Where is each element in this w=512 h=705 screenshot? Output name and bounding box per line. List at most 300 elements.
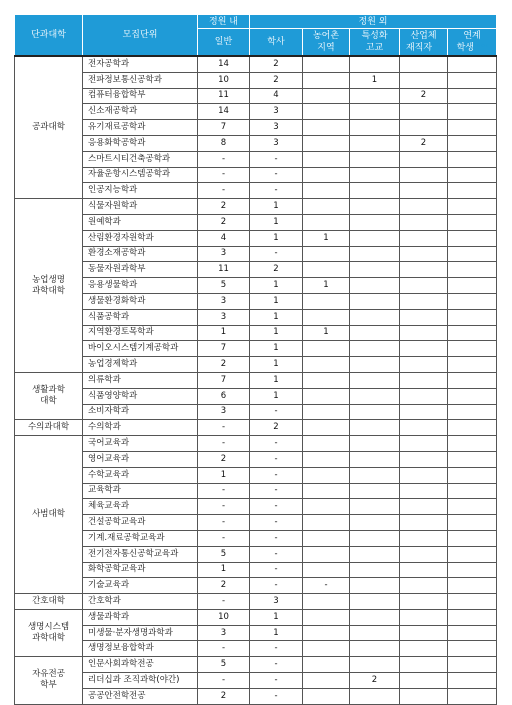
bachelor-cell: -: [250, 451, 303, 467]
linked-cell: [448, 404, 497, 420]
general-cell: 2: [198, 199, 250, 215]
table-row: [15, 594, 497, 610]
unit-cell: 식품공학과: [83, 309, 198, 325]
employed-cell: [400, 214, 448, 230]
header-special-text: 특성화 고교: [361, 31, 388, 53]
general-cell: 7: [198, 372, 250, 388]
linked-cell: [448, 436, 497, 452]
unit-cell: 영어교육과: [83, 451, 198, 467]
rural-cell: [303, 120, 350, 136]
bachelor-cell: 3: [250, 120, 303, 136]
bachelor-cell: 1: [250, 325, 303, 341]
unit-cell: 동물자원과학부: [83, 262, 198, 278]
rural-cell: [303, 309, 350, 325]
linked-cell: [448, 278, 497, 294]
rural-cell: [303, 641, 350, 657]
general-cell: -: [198, 641, 250, 657]
general-cell: 3: [198, 309, 250, 325]
college-cell: 생활과학 대학: [15, 372, 83, 419]
special-cell: [350, 467, 400, 483]
unit-cell: 수의학과: [83, 420, 198, 436]
employed-cell: [400, 199, 448, 215]
unit-cell: 공공안전학전공: [83, 688, 198, 704]
rural-cell: [303, 609, 350, 625]
bachelor-cell: 1: [250, 214, 303, 230]
special-cell: [350, 451, 400, 467]
unit-cell: 식품영양학과: [83, 388, 198, 404]
header-quota-in: 정원 내: [198, 15, 250, 29]
header-special: [350, 29, 400, 57]
rural-cell: [303, 262, 350, 278]
linked-cell: [448, 467, 497, 483]
bachelor-cell: -: [250, 467, 303, 483]
general-cell: 3: [198, 246, 250, 262]
linked-cell: [448, 357, 497, 373]
special-cell: [350, 120, 400, 136]
linked-cell: [448, 515, 497, 531]
unit-cell: 수학교육과: [83, 467, 198, 483]
general-cell: 14: [198, 104, 250, 120]
bachelor-cell: -: [250, 562, 303, 578]
general-cell: 5: [198, 657, 250, 673]
college-cell: 생명시스템 과학대학: [15, 609, 83, 656]
bachelor-cell: -: [250, 578, 303, 594]
college-cell: 사범대학: [15, 436, 83, 594]
special-cell: [350, 88, 400, 104]
general-cell: -: [198, 151, 250, 167]
employed-cell: 2: [400, 135, 448, 151]
employed-cell: [400, 72, 448, 88]
unit-cell: 전자공학과: [83, 56, 198, 72]
table-row: [15, 262, 497, 278]
table-row: [15, 436, 497, 452]
general-cell: -: [198, 499, 250, 515]
special-cell: [350, 341, 400, 357]
bachelor-cell: -: [250, 183, 303, 199]
special-cell: [350, 388, 400, 404]
header-rural-text: 농어촌 지역: [312, 31, 340, 53]
college-cell: 공과대학: [15, 56, 83, 199]
bachelor-cell: -: [250, 641, 303, 657]
employed-cell: 2: [400, 88, 448, 104]
bachelor-cell: -: [250, 546, 303, 562]
bachelor-cell: 1: [250, 199, 303, 215]
unit-cell: 리더십과 조직과학(야간): [83, 673, 198, 689]
general-cell: -: [198, 483, 250, 499]
linked-cell: [448, 135, 497, 151]
table-row: [15, 72, 497, 88]
bachelor-cell: 1: [250, 278, 303, 294]
college-cell: 농업생명 과학대학: [15, 199, 83, 373]
unit-cell: 미생물·분자생명과학과: [83, 625, 198, 641]
rural-cell: [303, 625, 350, 641]
general-cell: 5: [198, 546, 250, 562]
unit-cell: 바이오시스템기계공학과: [83, 341, 198, 357]
employed-cell: [400, 451, 448, 467]
table-row: [15, 246, 497, 262]
rural-cell: [303, 357, 350, 373]
employed-cell: [400, 120, 448, 136]
rural-cell: [303, 341, 350, 357]
unit-cell: 소비자학과: [83, 404, 198, 420]
table-row: [15, 104, 497, 120]
special-cell: [350, 515, 400, 531]
employed-cell: [400, 625, 448, 641]
linked-cell: [448, 56, 497, 72]
linked-cell: [448, 372, 497, 388]
employed-cell: [400, 388, 448, 404]
rural-cell: [303, 183, 350, 199]
bachelor-cell: 2: [250, 56, 303, 72]
linked-cell: [448, 72, 497, 88]
general-cell: 1: [198, 467, 250, 483]
unit-cell: 신소재공학과: [83, 104, 198, 120]
bachelor-cell: 2: [250, 262, 303, 278]
unit-cell: 생물과학과: [83, 609, 198, 625]
rural-cell: [303, 72, 350, 88]
employed-cell: [400, 309, 448, 325]
header-rural: [303, 29, 350, 57]
rural-cell: [303, 657, 350, 673]
rural-cell: [303, 214, 350, 230]
table-row: [15, 372, 497, 388]
unit-cell: 농업경제학과: [83, 357, 198, 373]
linked-cell: [448, 246, 497, 262]
table-row: [15, 230, 497, 246]
special-cell: [350, 530, 400, 546]
linked-cell: [448, 499, 497, 515]
employed-cell: [400, 530, 448, 546]
employed-cell: [400, 657, 448, 673]
bachelor-cell: 1: [250, 341, 303, 357]
employed-cell: [400, 293, 448, 309]
employed-cell: [400, 515, 448, 531]
college-cell: 자유전공 학부: [15, 657, 83, 704]
table-row: [15, 214, 497, 230]
linked-cell: [448, 293, 497, 309]
unit-cell: 건설공학교육과: [83, 515, 198, 531]
general-cell: -: [198, 530, 250, 546]
bachelor-cell: -: [250, 151, 303, 167]
general-cell: 2: [198, 214, 250, 230]
special-cell: [350, 199, 400, 215]
unit-cell: 환경소재공학과: [83, 246, 198, 262]
employed-cell: [400, 278, 448, 294]
bachelor-cell: -: [250, 688, 303, 704]
bachelor-cell: 1: [250, 357, 303, 373]
unit-cell: 기계.재료공학교육과: [83, 530, 198, 546]
employed-cell: [400, 641, 448, 657]
special-cell: 2: [350, 673, 400, 689]
general-cell: 14: [198, 56, 250, 72]
bachelor-cell: -: [250, 515, 303, 531]
employed-cell: [400, 183, 448, 199]
bachelor-cell: 3: [250, 135, 303, 151]
employed-cell: [400, 594, 448, 610]
general-cell: 3: [198, 625, 250, 641]
unit-cell: 원예학과: [83, 214, 198, 230]
linked-cell: [448, 420, 497, 436]
special-cell: [350, 657, 400, 673]
employed-cell: [400, 562, 448, 578]
special-cell: [350, 135, 400, 151]
table-row: [15, 357, 497, 373]
rural-cell: 1: [303, 325, 350, 341]
special-cell: [350, 499, 400, 515]
unit-cell: 의류학과: [83, 372, 198, 388]
special-cell: [350, 436, 400, 452]
employed-cell: [400, 56, 448, 72]
unit-cell: 교육학과: [83, 483, 198, 499]
table-row: [15, 199, 497, 215]
header-bachelor: 학사: [250, 29, 303, 57]
table-row: [15, 420, 497, 436]
table-row: [15, 483, 497, 499]
unit-cell: 컴퓨터융합학부: [83, 88, 198, 104]
table-row: [15, 451, 497, 467]
header-unit: 모집단위: [83, 15, 198, 56]
table-row: [15, 293, 497, 309]
header-college: 단과대학: [15, 15, 83, 56]
employed-cell: [400, 151, 448, 167]
linked-cell: [448, 88, 497, 104]
table-row: [15, 625, 497, 641]
special-cell: [350, 594, 400, 610]
unit-cell: 전파정보통신공학과: [83, 72, 198, 88]
linked-cell: [448, 594, 497, 610]
linked-cell: [448, 151, 497, 167]
general-cell: -: [198, 420, 250, 436]
rural-cell: [303, 372, 350, 388]
unit-cell: 간호학과: [83, 594, 198, 610]
special-cell: [350, 167, 400, 183]
linked-cell: [448, 625, 497, 641]
header-linked-mark: ***: [473, 43, 488, 53]
rural-cell: 1: [303, 278, 350, 294]
linked-cell: [448, 562, 497, 578]
linked-cell: [448, 325, 497, 341]
rural-cell: [303, 594, 350, 610]
special-cell: [350, 104, 400, 120]
rural-cell: [303, 56, 350, 72]
unit-cell: 인문사회과학전공: [83, 657, 198, 673]
special-cell: [350, 325, 400, 341]
employed-cell: [400, 673, 448, 689]
table-row: [15, 183, 497, 199]
unit-cell: 스마트시티건축공학과: [83, 151, 198, 167]
bachelor-cell: 1: [250, 372, 303, 388]
rural-cell: [303, 562, 350, 578]
admission-quota-table: [14, 15, 497, 705]
special-cell: [350, 625, 400, 641]
unit-cell: 생명정보융합학과: [83, 641, 198, 657]
employed-cell: [400, 262, 448, 278]
bachelor-cell: 2: [250, 420, 303, 436]
special-cell: [350, 404, 400, 420]
special-cell: 1: [350, 72, 400, 88]
header-general: 일반: [198, 29, 250, 57]
rural-cell: [303, 388, 350, 404]
header-employed-mark: **: [432, 43, 442, 53]
table-row: [15, 325, 497, 341]
table-row: [15, 515, 497, 531]
employed-cell: [400, 499, 448, 515]
table-row: [15, 467, 497, 483]
linked-cell: [448, 230, 497, 246]
rural-cell: 1: [303, 230, 350, 246]
special-cell: [350, 278, 400, 294]
table-header: [15, 15, 497, 56]
bachelor-cell: 4: [250, 88, 303, 104]
table-row: [15, 499, 497, 515]
general-cell: 4: [198, 230, 250, 246]
table-row: [15, 657, 497, 673]
special-cell: [350, 546, 400, 562]
general-cell: 2: [198, 451, 250, 467]
employed-cell: [400, 467, 448, 483]
general-cell: 3: [198, 404, 250, 420]
bachelor-cell: 1: [250, 309, 303, 325]
general-cell: 10: [198, 609, 250, 625]
unit-cell: 기술교육과: [83, 578, 198, 594]
general-cell: 8: [198, 135, 250, 151]
general-cell: 1: [198, 325, 250, 341]
employed-cell: [400, 578, 448, 594]
bachelor-cell: 2: [250, 72, 303, 88]
rural-cell: -: [303, 578, 350, 594]
general-cell: -: [198, 167, 250, 183]
special-cell: [350, 183, 400, 199]
quota-table-wrapper: [14, 15, 497, 705]
header-quota-out: 정원 외: [250, 15, 497, 29]
table-row: [15, 578, 497, 594]
special-cell: [350, 357, 400, 373]
linked-cell: [448, 183, 497, 199]
rural-cell: [303, 451, 350, 467]
unit-cell: 식물자원학과: [83, 199, 198, 215]
rural-cell: [303, 135, 350, 151]
rural-cell: [303, 246, 350, 262]
general-cell: -: [198, 673, 250, 689]
special-cell: [350, 609, 400, 625]
general-cell: -: [198, 436, 250, 452]
special-cell: [350, 641, 400, 657]
unit-cell: 유기재료공학과: [83, 120, 198, 136]
employed-cell: [400, 420, 448, 436]
linked-cell: [448, 578, 497, 594]
unit-cell: 체육교육과: [83, 499, 198, 515]
employed-cell: [400, 357, 448, 373]
general-cell: 6: [198, 388, 250, 404]
rural-cell: [303, 546, 350, 562]
special-cell: [350, 483, 400, 499]
table-row: [15, 88, 497, 104]
rural-cell: [303, 151, 350, 167]
special-cell: [350, 214, 400, 230]
employed-cell: [400, 230, 448, 246]
rural-cell: [303, 673, 350, 689]
bachelor-cell: 1: [250, 388, 303, 404]
bachelor-cell: -: [250, 657, 303, 673]
general-cell: 11: [198, 262, 250, 278]
employed-cell: [400, 167, 448, 183]
table-row: [15, 673, 497, 689]
table-row: [15, 278, 497, 294]
table-row: [15, 309, 497, 325]
linked-cell: [448, 657, 497, 673]
linked-cell: [448, 104, 497, 120]
bachelor-cell: -: [250, 499, 303, 515]
table-row: [15, 546, 497, 562]
linked-cell: [448, 309, 497, 325]
unit-cell: 국어교육과: [83, 436, 198, 452]
table-row: [15, 562, 497, 578]
special-cell: [350, 578, 400, 594]
employed-cell: [400, 546, 448, 562]
linked-cell: [448, 388, 497, 404]
linked-cell: [448, 214, 497, 230]
header-linked: [448, 29, 497, 57]
bachelor-cell: 1: [250, 609, 303, 625]
employed-cell: [400, 246, 448, 262]
general-cell: 5: [198, 278, 250, 294]
unit-cell: 응용화학공학과: [83, 135, 198, 151]
general-cell: 2: [198, 578, 250, 594]
rural-cell: [303, 515, 350, 531]
employed-cell: [400, 404, 448, 420]
general-cell: -: [198, 594, 250, 610]
special-cell: [350, 309, 400, 325]
linked-cell: [448, 199, 497, 215]
bachelor-cell: -: [250, 436, 303, 452]
special-cell: [350, 151, 400, 167]
unit-cell: 전기전자통신공학교육과: [83, 546, 198, 562]
rural-cell: [303, 293, 350, 309]
unit-cell: 지역환경토목학과: [83, 325, 198, 341]
unit-cell: 자율운항시스템공학과: [83, 167, 198, 183]
table-row: [15, 56, 497, 72]
bachelor-cell: -: [250, 246, 303, 262]
linked-cell: [448, 641, 497, 657]
rural-cell: [303, 467, 350, 483]
linked-cell: [448, 673, 497, 689]
rural-cell: [303, 483, 350, 499]
table-row: [15, 609, 497, 625]
bachelor-cell: 3: [250, 104, 303, 120]
rural-cell: [303, 404, 350, 420]
employed-cell: [400, 372, 448, 388]
bachelor-cell: -: [250, 404, 303, 420]
employed-cell: [400, 341, 448, 357]
unit-cell: 산림환경자원학과: [83, 230, 198, 246]
special-cell: [350, 372, 400, 388]
linked-cell: [448, 546, 497, 562]
linked-cell: [448, 483, 497, 499]
special-cell: [350, 262, 400, 278]
unit-cell: 응용생물학과: [83, 278, 198, 294]
general-cell: 7: [198, 341, 250, 357]
general-cell: -: [198, 515, 250, 531]
general-cell: 11: [198, 88, 250, 104]
bachelor-cell: -: [250, 167, 303, 183]
general-cell: 1: [198, 562, 250, 578]
rural-cell: [303, 88, 350, 104]
table-row: [15, 530, 497, 546]
general-cell: 10: [198, 72, 250, 88]
special-cell: [350, 562, 400, 578]
linked-cell: [448, 167, 497, 183]
bachelor-cell: -: [250, 530, 303, 546]
